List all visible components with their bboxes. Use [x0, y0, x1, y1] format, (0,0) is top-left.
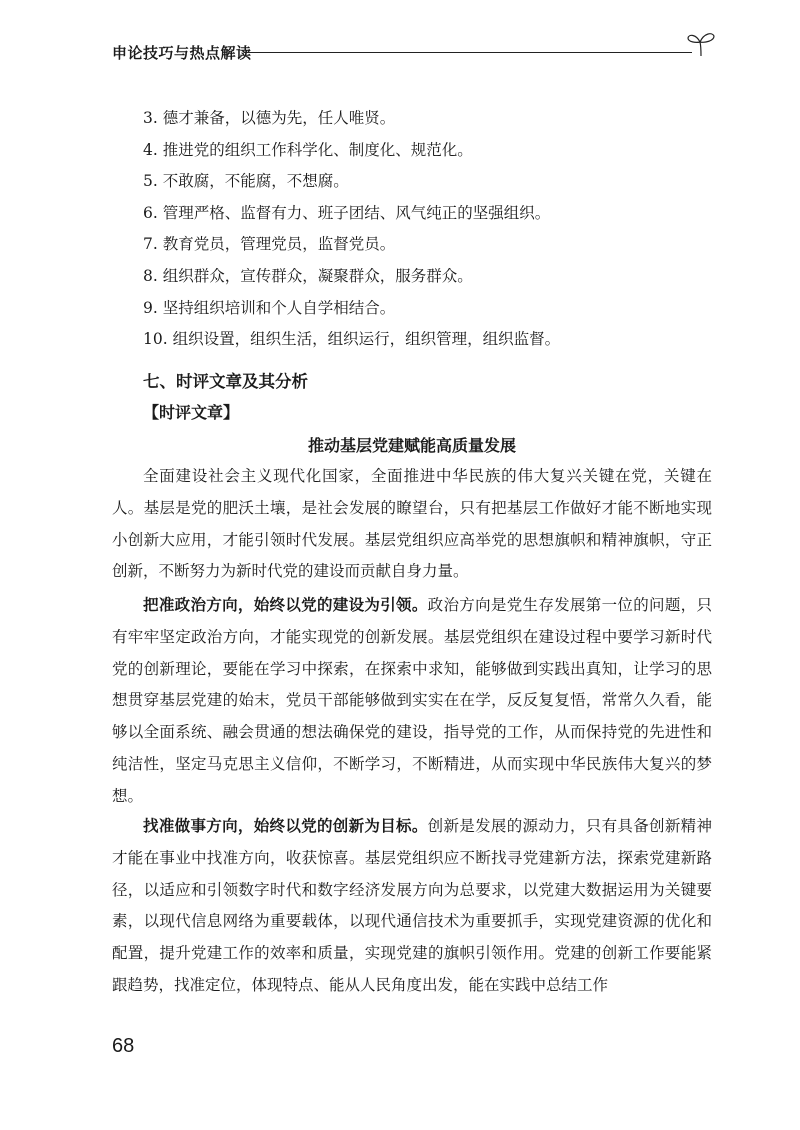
page-number: 68	[112, 1035, 135, 1057]
section-heading: 七、时评文章及其分析	[143, 372, 308, 391]
running-header	[112, 38, 712, 68]
article-tag: 【时评文章】	[143, 403, 240, 422]
header-title: 申论技巧与热点解读	[112, 44, 252, 62]
list-item: 7. 教育党员，管理党员，监督党员。	[143, 235, 396, 254]
list-item: 6. 管理严格、监督有力、班子团结、风气纯正的坚强组织。	[143, 203, 551, 222]
paragraph-text: 政治方向是党生存发展第一位的问题，只有牢牢坚定政治方向，才能实现党的创新发展。基层党组织在建设过程中要学习新时代党的创新理论，要能在学习中探索，在探索中求知，能够做到实践出真知，让学习的思想贯穿基层党建的始末，党员干部能够做到实实在在学，反反复复悟，常常久久看，能够以全面系统、融会贯通的想法确保党的建设，指导党的工作，从而保持党的先进性和纯洁性，坚定马克思主义信仰，不断学习，不断精进，从而实现中华民族伟大复兴的梦想。	[112, 596, 712, 805]
list-item: 3. 德才兼备，以德为先，任人唯贤。	[143, 109, 396, 127]
paragraph	[112, 461, 712, 588]
list-item: 4. 推进党的组织工作科学化、制度化、规范化。	[143, 140, 473, 159]
numbered-list	[143, 103, 743, 356]
list-item: 10. 组织设置，组织生活，组织运行，组织管理，组织监督。	[143, 330, 561, 349]
list-item: 8. 组织群众，宣传群众，凝聚群众，服务群众。	[143, 266, 473, 285]
list-item: 9. 坚持组织培训和个人自学相结合。	[143, 298, 396, 317]
list-item: 5. 不敢腐，不能腐，不想腐。	[143, 172, 349, 191]
paragraph-text: 创新是发展的源动力，只有具备创新精神才能在事业中找准方向，收获惊喜。基层党组织应不断找寻党建新方法，探索党建新路径，以适应和引领数字时代和数字经济发展方向为总要求，以党建大数据运用为关键要素，以现代信息网络为重要载体，以现代通信技术为重要抓手，实现党建资源的优化和配置，提升党建工作的效率和质量，实现党建的旗帜引领作用。党建的创新工作要能紧跟趋势，找准定位，体现特点、能从人民角度出发，能在实践中总结工作	[112, 817, 712, 994]
sprout-icon	[686, 28, 716, 58]
paragraph-lead: 找准做事方向，始终以党的创新为目标。	[143, 817, 428, 835]
paragraph	[112, 590, 712, 813]
paragraph-lead: 把准政治方向，始终以党的建设为引领。	[143, 596, 428, 614]
article-title: 推动基层党建赋能高质量发展	[307, 436, 516, 455]
header-rule	[244, 52, 692, 53]
paragraph	[112, 811, 712, 1002]
paragraph-text: 全面建设社会主义现代化国家，全面推进中华民族的伟大复兴关键在党，关键在人。基层是党的肥沃土壤，是社会发展的瞭望台，只有把基层工作做好才能不断地实现小创新大应用，才能引领时代发展。基层党组织应高举党的思想旗帜和精神旗帜，守正创新，不断努力为新时代党的建设而贡献自身力量。	[112, 467, 712, 581]
